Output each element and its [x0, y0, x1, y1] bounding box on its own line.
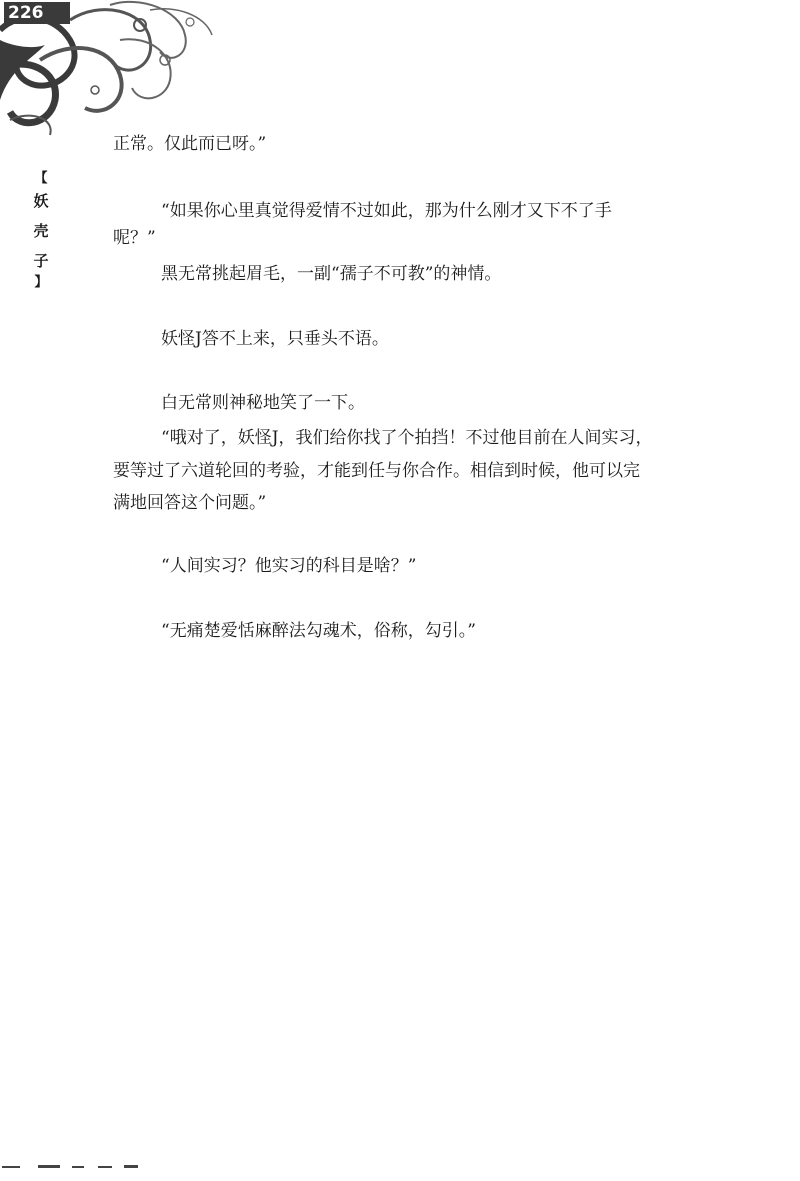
paragraph-line: 满地回答这个问题。” [113, 493, 267, 513]
paragraph-line: 要等过了六道轮回的考验，才能到任与你合作。相信到时候，他可以完 [113, 461, 640, 481]
paragraph-line: “如果你心里真觉得爱情不过如此，那为什么刚才又下不了手 [161, 201, 612, 221]
title-char: 壳 [33, 222, 49, 240]
paragraph-line: “无痛楚爱恬麻醉法勾魂术，俗称，勾引。” [161, 621, 476, 641]
paragraph-line: 白无常则神秘地笑了一下。 [161, 393, 365, 413]
page-number: 226 [4, 2, 70, 24]
paragraph-line: 呢？” [113, 228, 156, 248]
book-title-vertical [30, 172, 52, 290]
paragraph-line: “人间实习？他实习的科目是啥？” [161, 556, 417, 576]
paragraph-line: 黑无常挑起眉毛，一副“孺子不可教”的神情。 [161, 264, 502, 284]
title-bracket-open: 【 [34, 171, 48, 186]
paragraph-line: “哦对了，妖怪J，我们给你找了个拍挡！不过他目前在人间实习， [161, 428, 653, 448]
title-char: 子 [33, 252, 49, 270]
scan-edge-marks [0, 1160, 150, 1172]
title-char: 妖 [33, 192, 49, 210]
paragraph-line: 妖怪J答不上来，只垂头不语。 [161, 329, 389, 349]
paragraph-line: 正常。仅此而已呀。” [113, 134, 267, 154]
title-bracket-close: 】 [34, 275, 48, 290]
